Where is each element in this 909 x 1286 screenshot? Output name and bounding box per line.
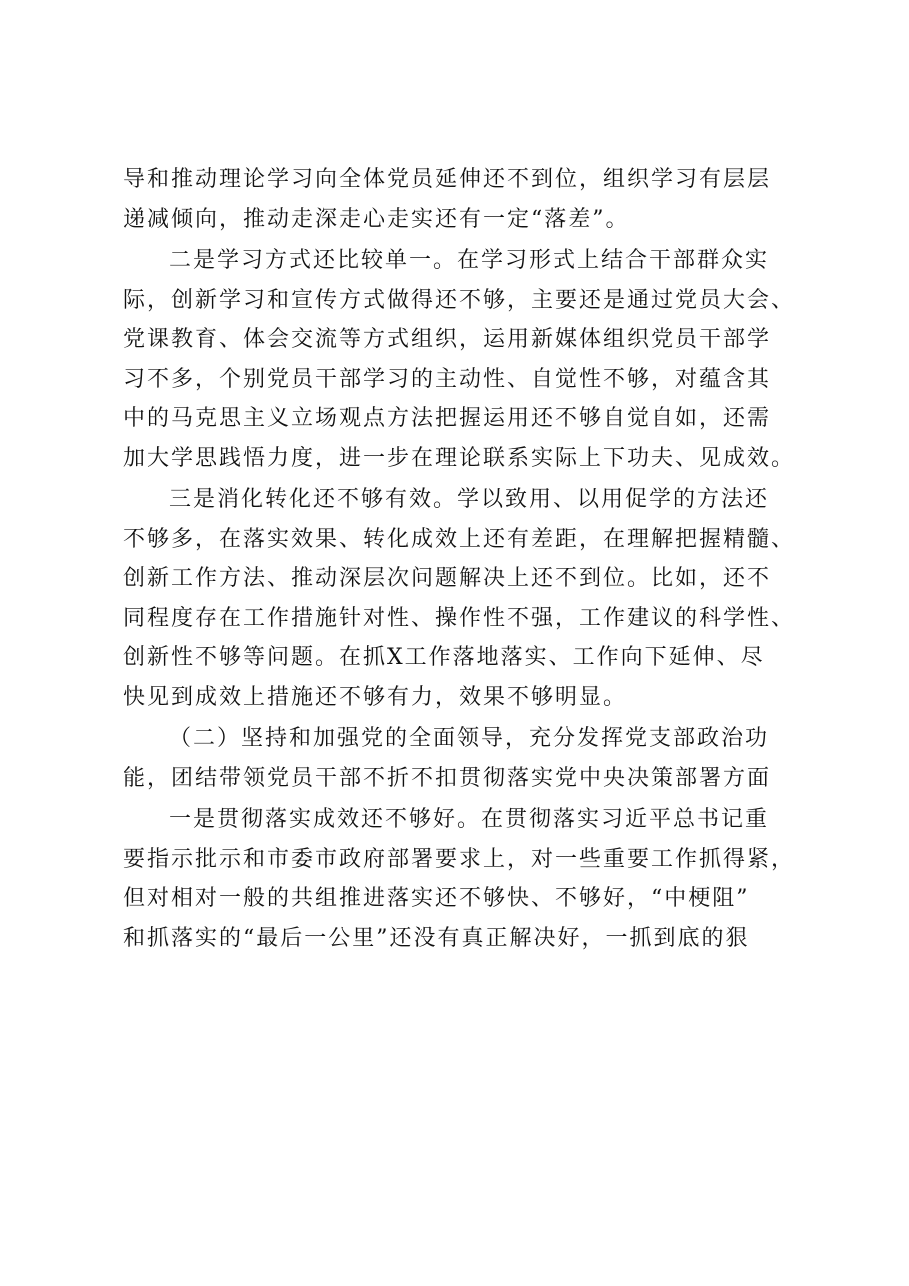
paragraph-digest-transform: [123, 480, 813, 717]
text-line: 导和推动理论学习向全体党员延伸还不到位，组织学习有层层: [123, 167, 772, 192]
text-line: 中的马克思主义立场观点方法把握运用还不够自觉自如，还需: [123, 406, 772, 431]
text-line: 际，创新学习和宣传方式做得还不够，主要还是通过党员大会、: [123, 287, 796, 313]
paragraph-implementation: [123, 800, 813, 958]
text-line: 递减倾向，推动走深走心走实还有一定“落差”。: [123, 206, 630, 232]
text-line: 同程度存在工作措施针对性、操作性不强，工作建议的科学性、: [123, 605, 796, 631]
heading-line: （二）坚持和加强党的全面领导，充分发挥党支部政治功: [169, 726, 770, 751]
text-line: 和抓落实的“最后一公里”还没有真正解决好，一抓到底的狠: [123, 925, 750, 951]
text-line: 党课教育、体会交流等方式组织，运用新媒体组织党员干部学: [123, 327, 772, 352]
heading-line: 能，团结带领党员干部不折不扣贯彻落实党中央决策部署方面: [123, 765, 772, 791]
section-heading: [123, 719, 813, 798]
paragraph-study-method: [123, 241, 813, 478]
paragraph-continuation: [123, 160, 813, 239]
text-line: 创新性不够等问题。在抓X工作落地落实、工作向下延伸、尽: [123, 645, 765, 670]
document-body: [123, 160, 813, 958]
text-line: 一是贯彻落实成效还不够好。在贯彻落实习近平总书记重: [169, 807, 770, 832]
text-line: 快见到成效上措施还不够有力，效果不够明显。: [123, 684, 628, 710]
text-line: 习不多，个别党员干部学习的主动性、自觉性不够，对蕴含其: [123, 366, 772, 392]
text-line: 加大学思践悟力度，进一步在理论联系实际上下功夫、见成效。: [123, 445, 796, 471]
text-line: 二是学习方式还比较单一。在学习形式上结合干部群众实: [169, 248, 770, 273]
text-line: 创新工作方法、推动深层次问题解决上还不到位。比如，还不: [123, 566, 772, 591]
text-line: 但对相对一般的共组推进落实还不够快、不够好，“中梗阻”: [123, 886, 750, 911]
text-line: 不够多，在落实效果、转化成效上还有差距，在理解把握精髓、: [123, 526, 796, 552]
text-line: 三是消化转化还不够有效。学以致用、以用促学的方法还: [169, 487, 770, 512]
text-line: 要指示批示和市委市政府部署要求上，对一些重要工作抓得紧，: [123, 846, 796, 872]
